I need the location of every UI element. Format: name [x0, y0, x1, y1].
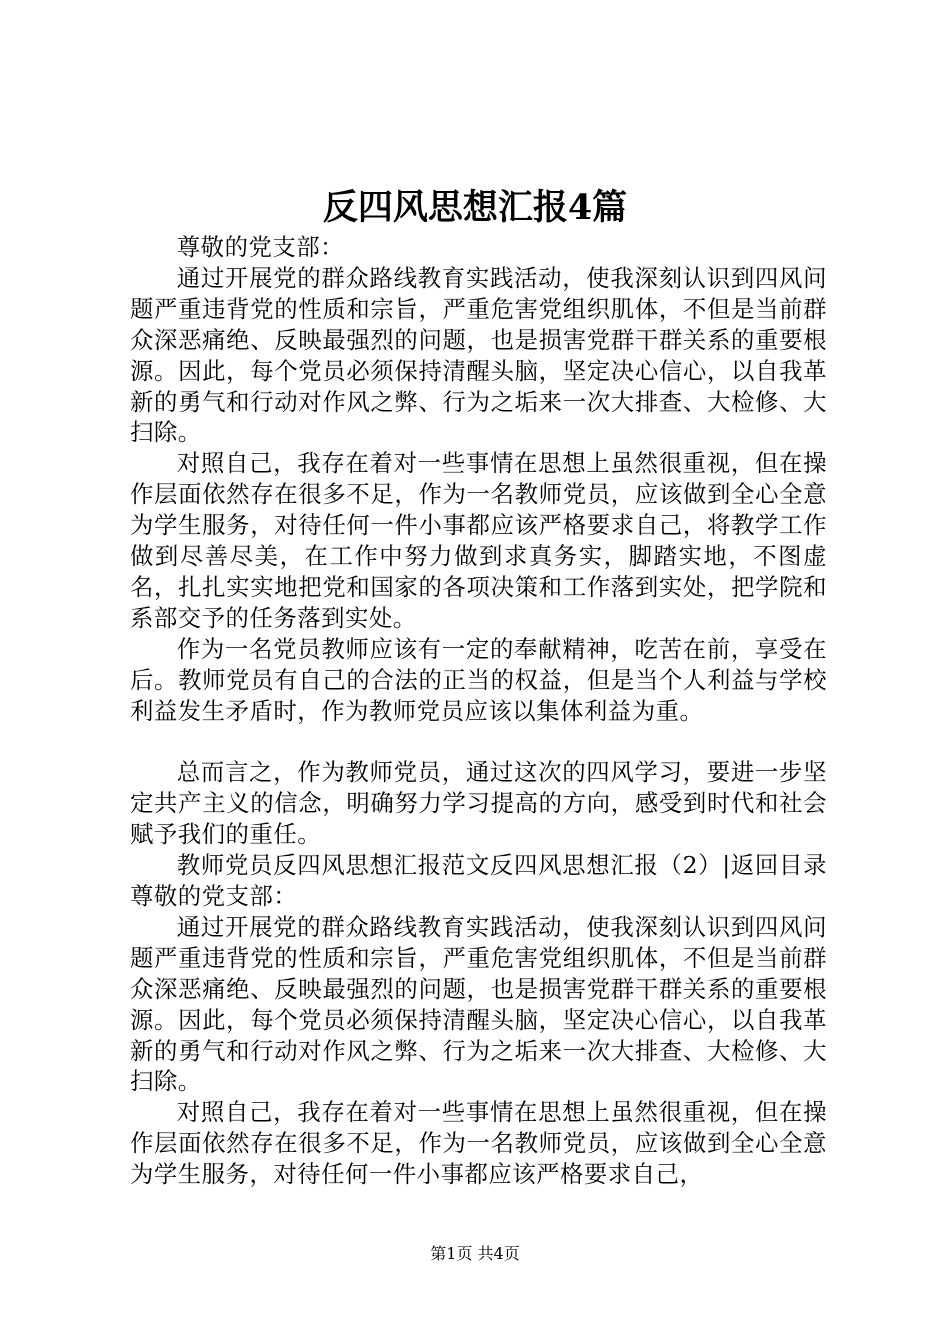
page-footer: 第1页 共4页 [430, 1244, 520, 1263]
document-body [130, 232, 827, 1190]
paragraph: 通过开展党的群众路线教育实践活动，使我深刻认识到四风问题严重违背党的性质和宗旨，严重危害党组织肌体，不但是当前群众深恶痛绝、反映最强烈的问题，也是损害党群干群关系的重要根源。因此，每个党员必须保持清醒头脑，坚定决心信心，以自我革新的勇气和行动对作风之弊、行为之垢来一次大排查、大检修、大扫除。 [130, 263, 827, 447]
section-heading-link: 教师党员反四风思想汇报范文反四风思想汇报（2）|返回目录尊敬的党支部： [130, 851, 827, 911]
paragraph: 对照自己，我存在着对一些事情在思想上虽然很重视，但在操作层面依然存在很多不足，作为一名教师党员，应该做到全心全意为学生服务，对待任何一件小事都应该严格要求自己，将教学工作做到尽善尽美，在工作中努力做到求真务实，脚踏实地，不图虚名，扎扎实实地把党和国家的各项决策和工作落到实处，把学院和系部交予的任务落到实处。 [130, 449, 827, 632]
paragraph: 总而言之，作为教师党员，通过这次的四风学习，要进一步坚定共产主义的信念，明确努力学习提高的方向，感受到时代和社会赋予我们的重任。 [130, 758, 827, 849]
paragraph: 通过开展党的群众路线教育实践活动，使我深刻认识到四风问题严重违背党的性质和宗旨，严重危害党组织肌体，不但是当前群众深恶痛绝、反映最强烈的问题，也是损害党群干群关系的重要根源。因此，每个党员必须保持清醒头脑，坚定决心信心，以自我革新的勇气和行动对作风之弊、行为之垢来一次大排查、大检修、大扫除。 [130, 912, 827, 1096]
paragraph: 对照自己，我存在着对一些事情在思想上虽然很重视，但在操作层面依然存在很多不足，作为一名教师党员，应该做到全心全意为学生服务，对待任何一件小事都应该严格要求自己， [130, 1098, 827, 1189]
blank-line [130, 727, 827, 758]
document-title: 反四风思想汇报4篇 [322, 187, 628, 228]
salutation: 尊敬的党支部： [176, 233, 345, 261]
paragraph: 作为一名党员教师应该有一定的奉献精神，吃苦在前，享受在后。教师党员有自己的合法的正当的权益，但是当个人利益与学校利益发生矛盾时，作为教师党员应该以集体利益为重。 [130, 634, 827, 725]
